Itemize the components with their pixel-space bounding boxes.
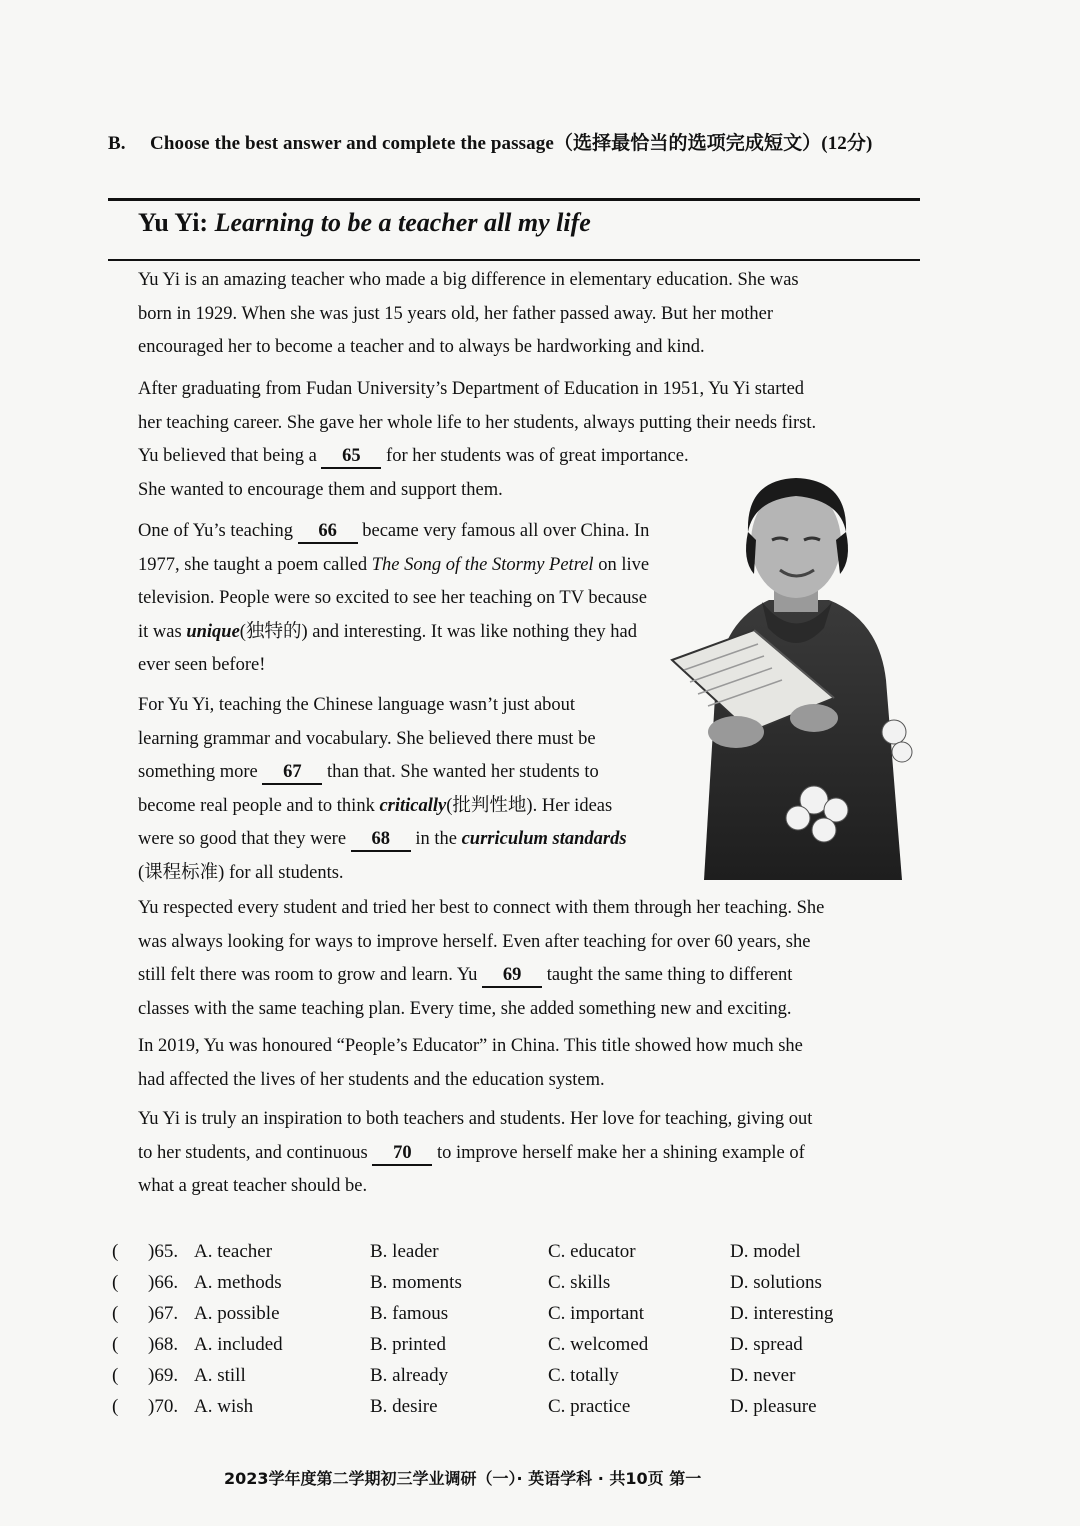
p4-line-6-end: for all students. (228, 862, 344, 883)
option-c[interactable]: C. skills (548, 1272, 611, 1293)
question-67-options (108, 1303, 928, 1333)
word-curriculum-standards: curriculum standards (461, 829, 627, 849)
p5-line-3-end: taught the same thing to different (546, 965, 793, 985)
p3-line-5: ever seen before! (138, 655, 266, 675)
section-instruction: Choose the best answer and complete the passage（选择最恰当的选项完成短文）(12分) (150, 133, 873, 154)
paragraph-5 (138, 892, 824, 1026)
question-70-options (108, 1396, 928, 1426)
option-d[interactable]: D. spread (730, 1334, 803, 1355)
blank-69[interactable]: 69 (482, 964, 542, 988)
p4-line-3-start: something more (138, 762, 258, 782)
blank-67[interactable]: 67 (262, 761, 322, 785)
p4-line-5-mid: in the (415, 829, 457, 849)
option-a[interactable]: A. methods (194, 1272, 282, 1293)
p4-line-6-cn: (课程标准) (138, 862, 225, 883)
option-a[interactable]: A. still (194, 1365, 246, 1386)
p5-line-2: was always looking for ways to improve herself. Even after teaching for over 60 years, she (138, 931, 811, 952)
option-d[interactable]: D. interesting (730, 1303, 834, 1324)
option-c[interactable]: C. practice (548, 1396, 631, 1417)
question-number: )70. (148, 1396, 179, 1417)
passage-title (138, 208, 591, 238)
option-d[interactable]: D. solutions (730, 1272, 822, 1293)
p4-line-4-start: become real people and to think (138, 795, 375, 816)
option-d[interactable]: D. pleasure (730, 1396, 817, 1417)
option-c[interactable]: C. important (548, 1303, 645, 1324)
p3-line-4-end: and interesting. It was like nothing they had (312, 621, 637, 642)
option-b[interactable]: B. moments (370, 1272, 462, 1293)
p3-line-4-start: it was (138, 621, 182, 642)
paragraph-7 (138, 1103, 812, 1204)
p5-line-3-start: still felt there was room to grow and learn. Yu (138, 965, 478, 985)
question-number: )69. (148, 1365, 179, 1386)
option-a[interactable]: A. possible (194, 1303, 280, 1324)
p2-line-3-start: Yu believed that being a (138, 446, 317, 466)
p2-line-1: After graduating from Fudan University’s Department of Education in 1951, Yu Yi started (138, 379, 805, 399)
word-unique: unique (186, 621, 240, 642)
option-b[interactable]: B. desire (370, 1396, 438, 1417)
option-d[interactable]: D. model (730, 1241, 801, 1262)
p7-line-3: what a great teacher should be. (138, 1176, 368, 1196)
paragraph-6 (138, 1030, 803, 1097)
p7-line-2-end: to improve herself make her a shining example of (436, 1142, 805, 1163)
question-65-options (108, 1241, 928, 1271)
answer-slot[interactable]: ( (112, 1303, 119, 1324)
p4-line-5-start: were so good that they were (138, 829, 347, 849)
title-rule (108, 259, 920, 261)
p1-line-3: encouraged her to become a teacher and to always be hardworking and kind. (138, 337, 705, 357)
option-a[interactable]: A. wish (194, 1396, 254, 1417)
p3-line-1-end: became very famous all over China. In (362, 521, 650, 541)
section-heading (108, 128, 928, 155)
answer-slot[interactable]: ( (112, 1396, 119, 1417)
paragraph-1 (138, 264, 799, 365)
page-footer: 2023学年度第二学期初三学业调研（一）· 英语学科 · 共10页 第一 (224, 1469, 702, 1488)
p2-line-2: her teaching career. She gave her whole life to her students, always putting their needs first. (138, 412, 817, 433)
option-b[interactable]: B. printed (370, 1334, 446, 1355)
top-rule (108, 198, 920, 201)
option-c[interactable]: C. totally (548, 1365, 619, 1386)
question-69-options (108, 1365, 928, 1395)
answer-slot[interactable]: ( (112, 1241, 119, 1262)
p6-line-2: had affected the lives of her students and the education system. (138, 1069, 605, 1090)
p3-line-3: television. People were so excited to see her teaching on TV because (138, 588, 647, 608)
title-name: Yu Yi: (138, 208, 209, 237)
blank-70[interactable]: 70 (372, 1142, 432, 1166)
answer-slot[interactable]: ( (112, 1365, 119, 1386)
p4-line-2: learning grammar and vocabulary. She believed there must be (138, 728, 596, 749)
answer-slot[interactable]: ( (112, 1272, 119, 1293)
p6-line-1: In 2019, Yu was honoured “People’s Educator” in China. This title showed how much she (138, 1036, 803, 1056)
question-number: )66. (148, 1272, 179, 1293)
word-unique-cn: (独特的) (239, 621, 308, 642)
option-a[interactable]: A. teacher (194, 1241, 273, 1262)
teacher-portrait-image (664, 470, 916, 880)
p4-line-4-end: . Her ideas (532, 795, 613, 816)
p5-line-4: classes with the same teaching plan. Every time, she added something new and exciting. (138, 998, 792, 1019)
paragraph-3 (138, 515, 649, 683)
option-a[interactable]: A. included (194, 1334, 283, 1355)
title-subtitle: Learning to be a teacher all my life (214, 208, 591, 237)
p3-line-1-start: One of Yu’s teaching (138, 521, 293, 541)
p1-line-2: born in 1929. When she was just 15 years old, her father passed away. But her mother (138, 303, 774, 324)
p4-line-1: For Yu Yi, teaching the Chinese language wasn’t just about (138, 695, 576, 715)
p1-line-1: Yu Yi is an amazing teacher who made a big difference in elementary education. She was (138, 270, 799, 290)
p2-line-4: She wanted to encourage them and support them. (138, 479, 503, 500)
answer-slot[interactable]: ( (112, 1334, 119, 1355)
option-b[interactable]: B. famous (370, 1303, 449, 1324)
question-68-options (108, 1334, 928, 1364)
section-letter: B. (108, 133, 126, 154)
option-b[interactable]: B. already (370, 1365, 449, 1386)
p5-line-1: Yu respected every student and tried her best to connect with them through her teaching. She (138, 898, 825, 918)
blank-65[interactable]: 65 (321, 445, 381, 469)
question-66-options (108, 1272, 928, 1302)
blank-66[interactable]: 66 (298, 520, 358, 544)
word-critically: critically (379, 795, 447, 816)
option-b[interactable]: B. leader (370, 1241, 439, 1262)
option-c[interactable]: C. educator (548, 1241, 636, 1262)
word-critically-cn: (批判性地) (446, 795, 533, 816)
blank-68[interactable]: 68 (351, 828, 411, 852)
p3-line-2-start: 1977, she taught a poem called (138, 554, 368, 575)
p7-line-1: Yu Yi is truly an inspiration to both teachers and students. Her love for teaching, giving out (138, 1109, 813, 1129)
p4-line-3-end: than that. She wanted her students to (326, 762, 599, 782)
poem-title: The Song of the Stormy Petrel (371, 554, 594, 575)
question-number: )68. (148, 1334, 179, 1355)
p7-line-2-start: to her students, and continuous (138, 1142, 368, 1163)
question-number: )67. (148, 1303, 179, 1324)
option-c[interactable]: C. welcomed (548, 1334, 649, 1355)
p2-line-3-end: for her students was of great importance. (386, 446, 689, 466)
p3-line-2-end: on live (598, 554, 650, 575)
paragraph-4 (138, 689, 627, 890)
question-number: )65. (148, 1241, 179, 1262)
option-d[interactable]: D. never (730, 1365, 796, 1386)
